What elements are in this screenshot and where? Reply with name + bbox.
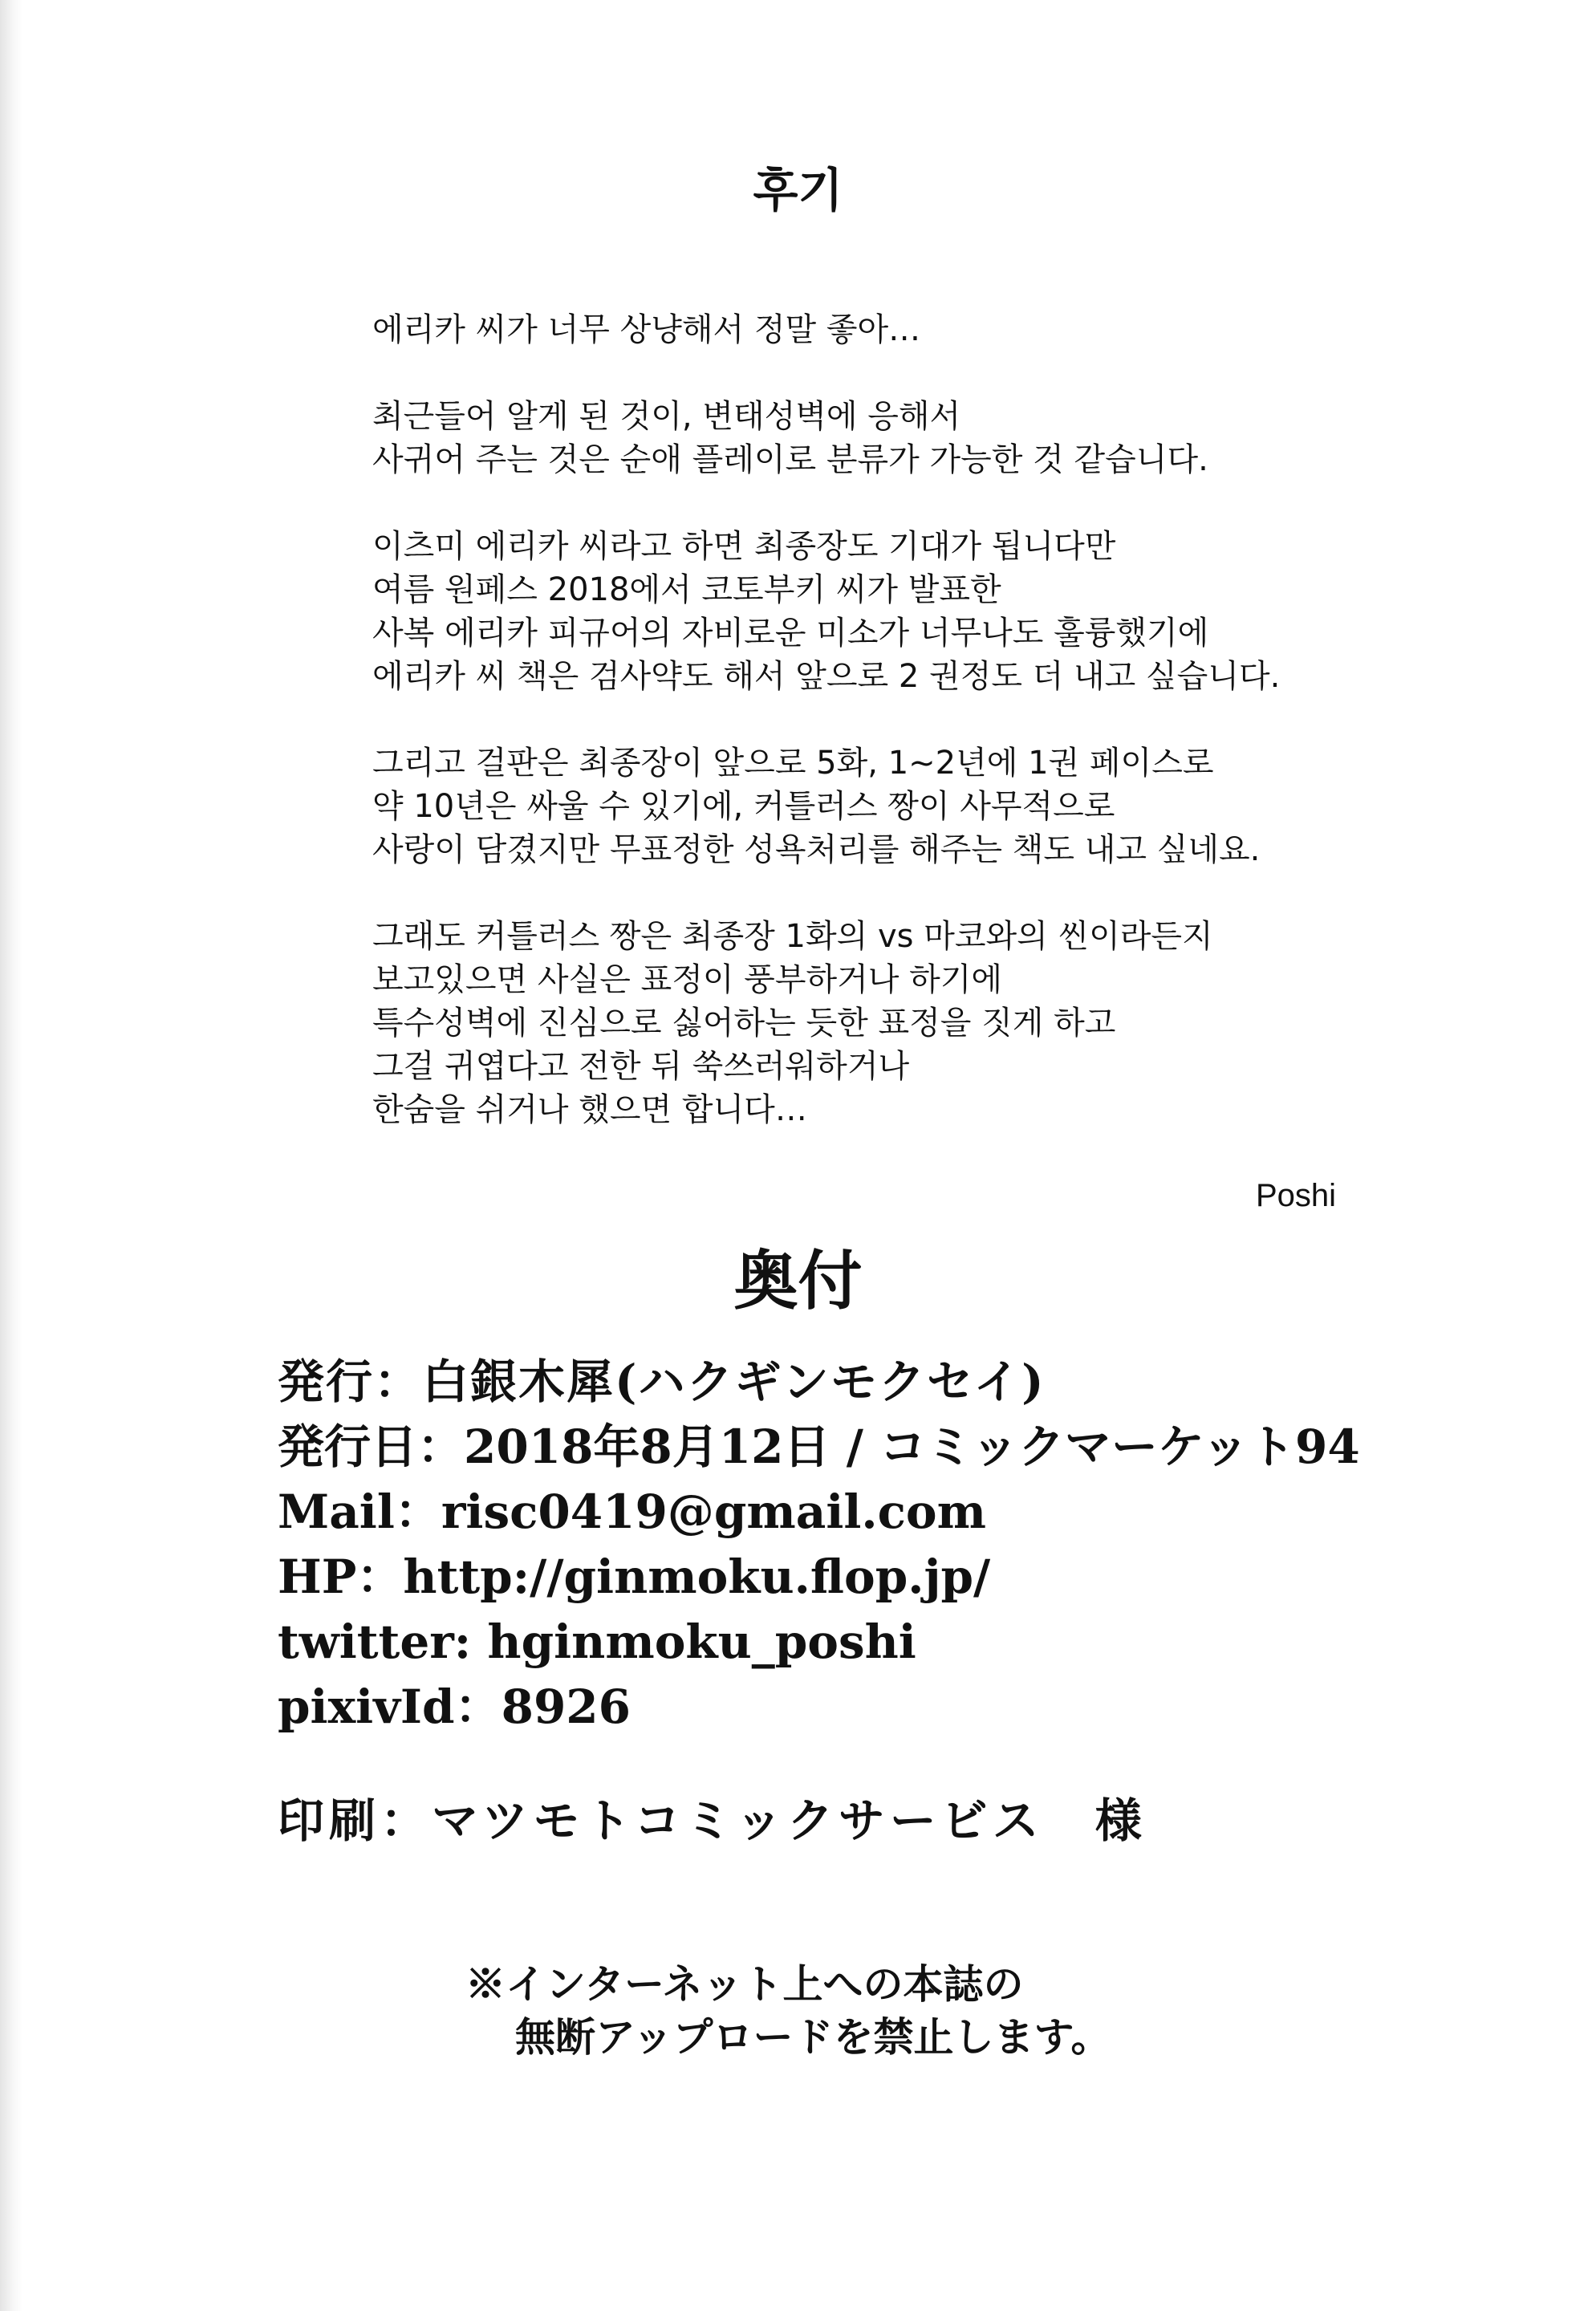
upload-notice: [465, 1958, 1111, 2064]
afterword-line: 여름 원페스 2018에서 코토부키 씨가 발표한: [372, 571, 1001, 608]
colophon-details: [278, 1350, 1561, 1740]
homepage-line: HP：http://ginmoku.flop.jp/: [278, 1549, 991, 1604]
afterword-body: [372, 308, 1399, 1175]
afterword-paragraph-3: [372, 525, 1399, 698]
afterword-line: 이츠미 에리카 씨라고 하면 최종장도 기대가 됩니다만: [372, 528, 1116, 565]
notice-line-1: ※インターネット上への本誌の: [465, 1960, 1024, 2008]
afterword-line: 에리카 씨가 너무 상냥해서 정말 좋아…: [372, 311, 921, 348]
pixiv-line: pixivId：8926: [278, 1679, 631, 1734]
afterword-paragraph-2: [372, 395, 1399, 481]
afterword-line: 그래도 커틀러스 짱은 최종장 1화의 vs 마코와의 씬이라든지: [372, 918, 1213, 955]
scan-edge-shadow: [0, 0, 22, 2311]
afterword-line: 사귀어 주는 것은 순애 플레이로 분류가 가능한 것 같습니다.: [372, 441, 1208, 478]
afterword-line: 특수성벽에 진심으로 싫어하는 듯한 표정을 짓게 하고: [372, 1005, 1116, 1042]
afterword-line: 사랑이 담겼지만 무표정한 성욕처리를 해주는 책도 내고 싶네요.: [372, 831, 1261, 868]
afterword-line: 그걸 귀엽다고 전한 뒤 쑥쓰러워하거나: [372, 1048, 910, 1085]
afterword-paragraph-5: [372, 915, 1399, 1131]
afterword-line: 그리고 걸판은 최종장이 앞으로 5화, 1~2년에 1권 페이스로: [372, 745, 1214, 782]
notice-line-2: 無断アップロードを禁止します。: [515, 2013, 1111, 2061]
afterword-line: 약 10년은 싸울 수 있기에, 커틀러스 짱이 사무적으로: [372, 788, 1115, 825]
colophon-title: 奥付: [733, 1243, 863, 1318]
afterword-line: 최근들어 알게 된 것이, 변태성벽에 응해서: [372, 398, 961, 435]
afterword-line: 에리카 씨 책은 검사약도 해서 앞으로 2 권정도 더 내고 싶습니다.: [372, 658, 1281, 695]
publisher-line: 発行：白銀木犀(ハクギンモクセイ): [278, 1355, 1046, 1409]
author-signature: Poshi: [1256, 1178, 1337, 1213]
publish-date-line: 発行日：2018年8月12日 / コミックマーケット94: [278, 1419, 1360, 1474]
twitter-line: twitter: hginmoku_poshi: [278, 1614, 916, 1669]
afterword-paragraph-4: [372, 741, 1399, 871]
afterword-line: 사복 에리카 피규어의 자비로운 미소가 너무나도 훌륭했기에: [372, 615, 1209, 652]
afterword-title: 후기: [753, 163, 843, 217]
afterword-line: 한숨을 쉬거나 했으면 합니다…: [372, 1091, 807, 1128]
printer-line: 印刷：マツモトコミックサービス 様: [278, 1793, 1147, 1848]
afterword-paragraph-1: [372, 308, 1399, 351]
mail-line: Mail：risc0419@gmail.com: [278, 1484, 986, 1539]
afterword-line: 보고있으면 사실은 표정이 풍부하거나 하기에: [372, 961, 1003, 998]
